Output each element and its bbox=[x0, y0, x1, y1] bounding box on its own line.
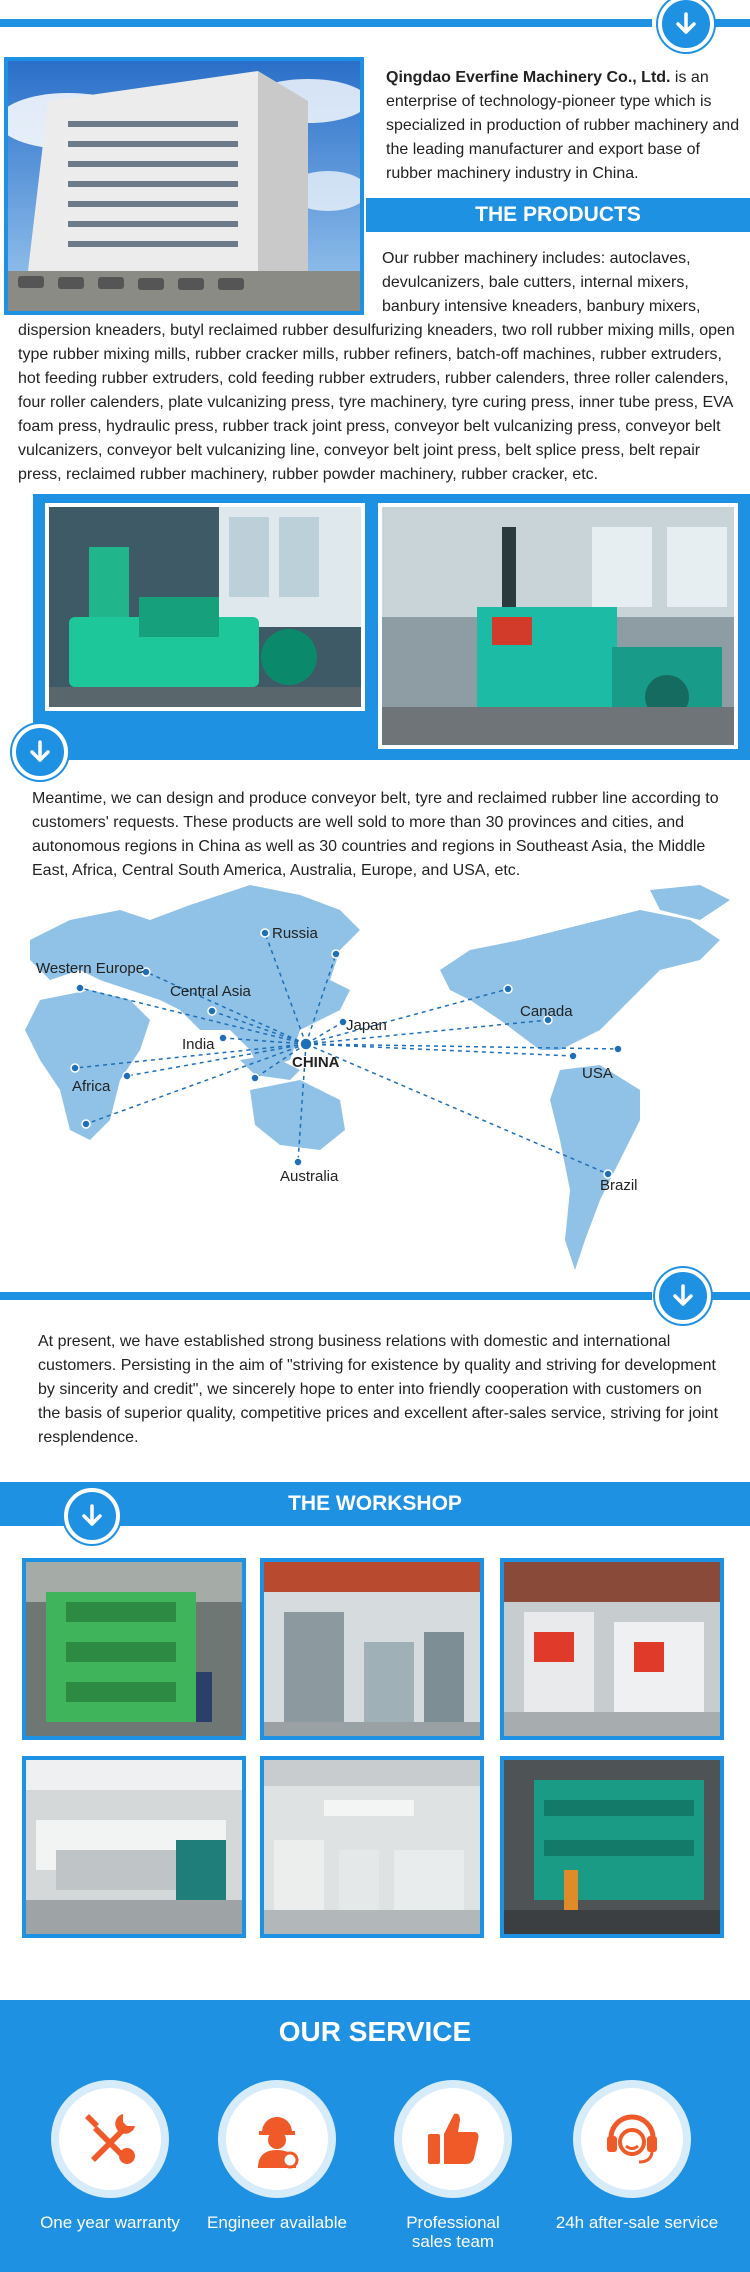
section-divider-3-right bbox=[708, 1292, 750, 1300]
top-divider bbox=[0, 19, 652, 27]
section-arrow-icon-3 bbox=[655, 1268, 711, 1324]
service-label-engineer: Engineer available bbox=[207, 2213, 347, 2232]
workshop-heading-label: THE WORKSHOP bbox=[288, 1492, 462, 1515]
map-label-africa: Africa bbox=[72, 1078, 111, 1095]
service-label-warranty: One year warranty bbox=[40, 2213, 180, 2232]
company-name: Qingdao Everfine Machinery Co., Ltd. bbox=[386, 69, 671, 86]
company-intro bbox=[386, 66, 742, 186]
scroll-down-icon bbox=[658, 0, 714, 52]
thumbs-up-icon bbox=[420, 2106, 486, 2172]
map-label-russia: Russia bbox=[272, 925, 318, 942]
workshop-photo-4 bbox=[22, 1756, 246, 1938]
map-label-india: India bbox=[182, 1036, 215, 1053]
map-label-china: CHINA bbox=[292, 1054, 340, 1071]
service-item-engineer bbox=[218, 2080, 336, 2198]
map-label-western-europe: Western Europe bbox=[36, 960, 145, 977]
service-label-sales-team bbox=[363, 2213, 543, 2251]
service-item-warranty bbox=[51, 2080, 169, 2198]
company-building-photo bbox=[4, 57, 364, 315]
map-label-brazil: Brazil bbox=[600, 1177, 638, 1194]
relations-text: At present, we have established strong business relations with domestic and international customers. Persisting in the aim of "striving for existence by quality and striving for development by sincerity and credit", we sincerely hope to enter into friendly cooperation with customers on the basis of superior quality, competitive prices and excellent after-sales service, striving for joint resplendence. bbox=[38, 1333, 719, 1446]
map-label-japan: Japan bbox=[346, 1017, 387, 1034]
map-label-canada: Canada bbox=[520, 1003, 573, 1020]
workshop-photo-1 bbox=[22, 1558, 246, 1740]
workshop-photo-6 bbox=[500, 1756, 724, 1938]
service-item-sales-team bbox=[394, 2080, 512, 2198]
service-label-after-sale: 24h after-sale service bbox=[555, 2213, 719, 2232]
map-label-central-asia: Central Asia bbox=[170, 983, 251, 1000]
products-text-lead: Our rubber machinery includes: autoclaves, devulcanizers, bale cutters, internal mixers, banbury intensive kneaders, banbury mixers, bbox=[382, 250, 701, 315]
service-item-after-sale bbox=[573, 2080, 691, 2198]
workshop-photo-5-banner-icon bbox=[326, 1800, 412, 1816]
top-divider-right bbox=[708, 19, 750, 27]
tools-icon bbox=[77, 2106, 143, 2172]
workshop-photo-5 bbox=[260, 1756, 484, 1938]
section-arrow-icon-4 bbox=[64, 1488, 120, 1544]
section-arrow-icon-2 bbox=[12, 724, 68, 780]
section-divider-3 bbox=[0, 1292, 652, 1300]
internal-mixer-photo-1 bbox=[45, 503, 365, 711]
map-label-usa: USA bbox=[582, 1065, 613, 1082]
products-text-rest: dispersion kneaders, butyl reclaimed rubber desulfurizing kneaders, two roll rubber mixing mills, open type rubber mixing mills, rubber cracker mills, rubber refiners, batch-off machines, rubber extruders, hot feeding rubber extruders, cold feeding rubber extruders, rubber calenders, three roller calenders, four roller calenders, plate vulcanizing press, tyre machinery, tyre curing press, inner tube press, EVA foam press, hydraulic press, rubber track joint press, conveyor belt vulcanizing press, conveyor belt vulcanizers, conveyor belt vulcanizing line, conveyor belt joint press, belt splice press, belt repair press, reclaimed rubber machinery, rubber powder machinery, rubber cracker, etc. bbox=[18, 322, 735, 483]
service-label-sales-team-line2: sales team bbox=[411, 2232, 495, 2251]
market-text: Meantime, we can design and produce conveyor belt, tyre and reclaimed rubber line according to customers' requests. These products are well sold to more than 30 provinces and cities, and autonomous regions in China as well as 30 countries and regions in Southeast Asia, the Middle East, Africa, Central South America, Australia, Europe, and USA, etc. bbox=[32, 790, 719, 879]
internal-mixer-photo-2 bbox=[378, 503, 738, 749]
service-label-sales-team-line1: Professional bbox=[406, 2213, 500, 2232]
world-map bbox=[0, 880, 750, 1280]
engineer-icon bbox=[244, 2106, 310, 2172]
company-intro-text: is an enterprise of technology-pioneer type which is specialized in production of rubber machinery and the leading manufacturer and export base of rubber machinery industry in China. bbox=[386, 69, 740, 182]
products-heading-label: THE PRODUCTS bbox=[475, 203, 641, 226]
map-label-australia: Australia bbox=[280, 1168, 339, 1185]
headset-icon bbox=[599, 2106, 665, 2172]
workshop-photo-2 bbox=[260, 1558, 484, 1740]
products-heading bbox=[366, 198, 750, 232]
workshop-photo-3 bbox=[500, 1558, 724, 1740]
service-heading: OUR SERVICE bbox=[278, 2016, 472, 2047]
